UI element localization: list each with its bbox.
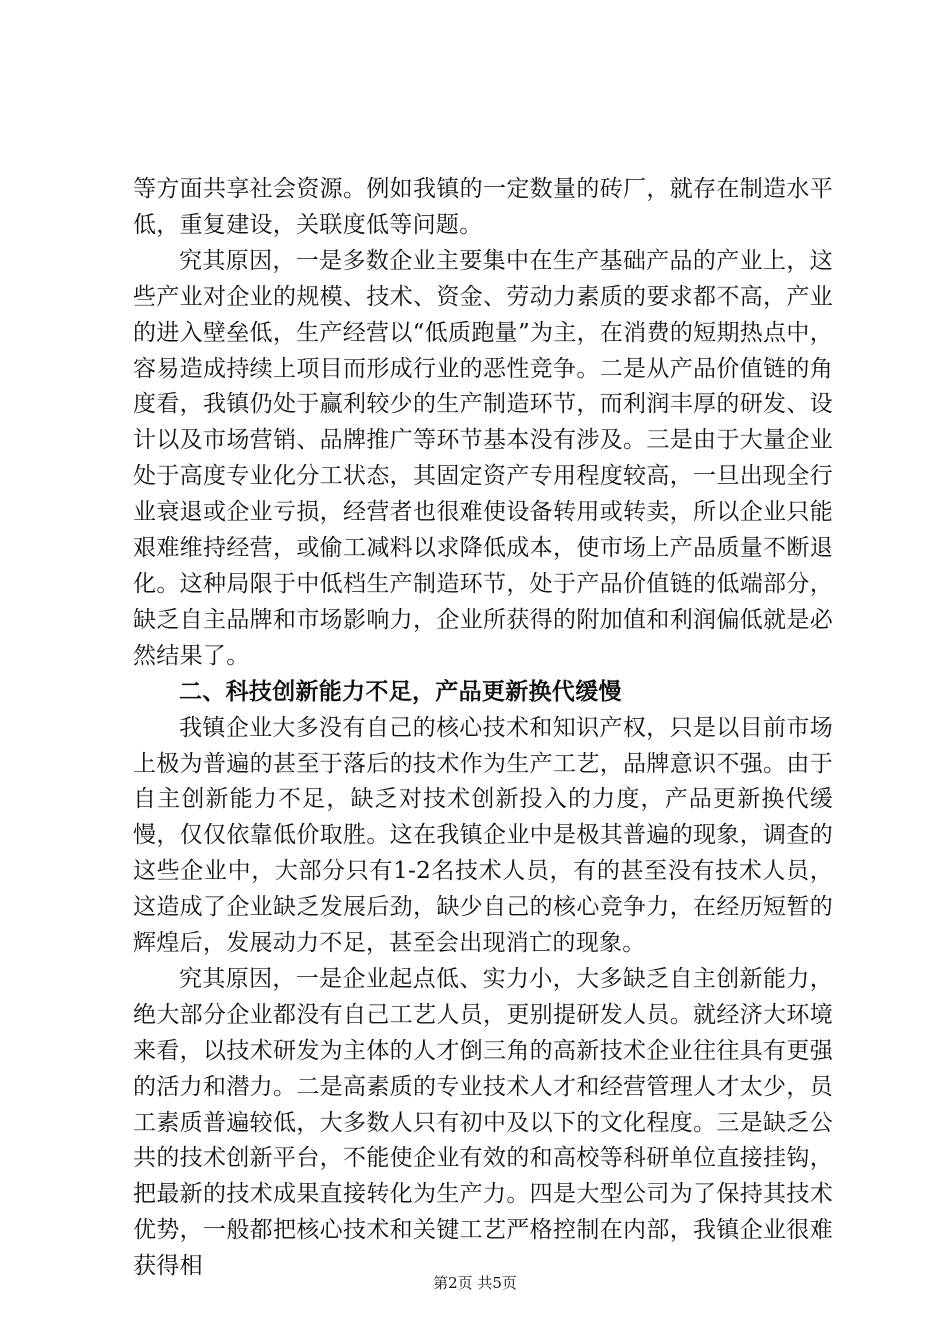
paragraph-tech-innovation: 我镇企业大多没有自己的核心技术和知识产权，只是以目前市场上极为普遍的甚至于落后的技术作为生产工艺，品牌意识不强。由于自主创新能力不足，缺乏对技术创新投入的力度，产品更新换代缓慢，仅仅依靠低价取胜。这在我镇企业中是极其普遍的现象，调查的这些企业中，大部分只有1-2名技术人员，有的甚至没有技术人员，这造成了企业缺乏发展后劲，缺少自己的核心竞争力，在经历短暂的辉煌后，发展动力不足，甚至会出现消亡的现象。 (133, 714, 833, 957)
page-footer: 第2页 共5页 (433, 1274, 517, 1292)
document-body (133, 172, 833, 1285)
paragraph-causes-two: 究其原因，一是企业起点低、实力小，大多缺乏自主创新能力，绝大部分企业都没有自己工艺人员，更别提研发人员。就经济大环境来看，以技术研发为主体的人才倒三角的高新技术企业往往具有更强的活力和潜力。二是高素质的专业技术人才和经营管理人才太少，员工素质普遍较低，大多数人只有初中及以下的文化程度。三是缺乏公共的技术创新平台，不能使企业有效的和高校等科研单位直接挂钩，把最新的技术成果直接转化为生产力。四是大型公司为了保持其技术优势，一般都把核心技术和关键工艺严格控制在内部，我镇企业很难获得相 (133, 965, 833, 1280)
section-heading: 二、科技创新能力不足，产品更新换代缓慢 (179, 678, 622, 705)
paragraph-causes-one: 究其原因，一是多数企业主要集中在生产基础产品的产业上，这些产业对企业的规模、技术、资金、劳动力素质的要求都不高，产业的进入壁垒低，生产经营以“低质跑量”为主，在消费的短期热点中，容易造成持续上项目而形成行业的恶性竞争。二是从产品价值链的角度看，我镇仍处于赢利较少的生产制造环节，而利润丰厚的研发、设计以及市场营销、品牌推广等环节基本没有涉及。三是由于大量企业处于高度专业化分工状态，其固定资产专用程度较高，一旦出现全行业衰退或企业亏损，经营者也很难使设备转用或转卖，所以企业只能艰难维持经营，或偷工减料以求降低成本，使市场上产品质量不断退化。这种局限于中低档生产制造环节，处于产品价值链的低端部分，缺乏自主品牌和市场影响力，企业所获得的附加值和利润偏低就是必然结果了。 (133, 247, 833, 669)
paragraph-continuation: 等方面共享社会资源。例如我镇的一定数量的砖厂，就存在制造水平低，重复建设，关联度低等问题。 (133, 176, 833, 238)
